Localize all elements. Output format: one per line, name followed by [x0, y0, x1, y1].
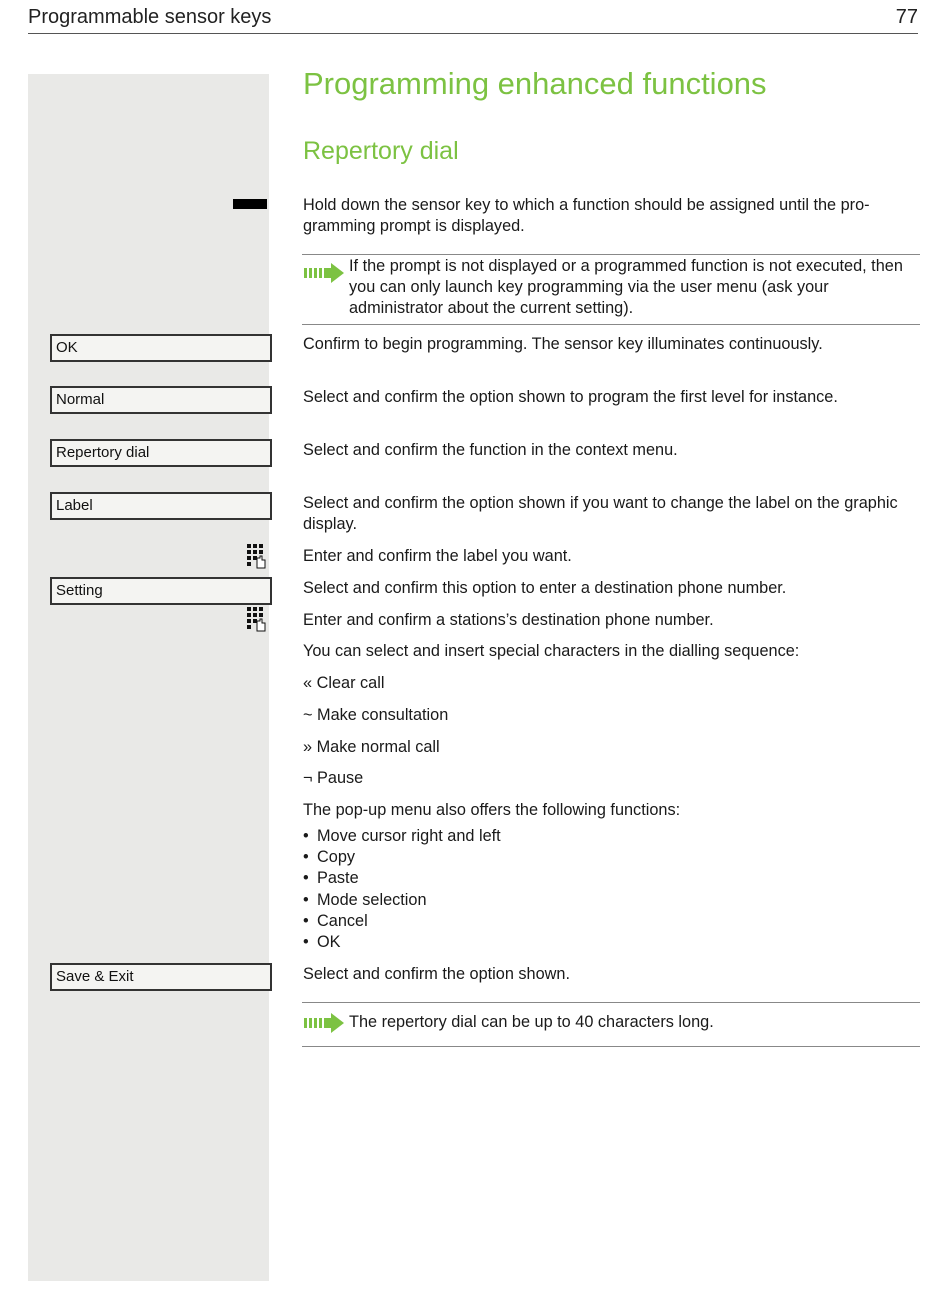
step-enter-label-text: Enter and confirm the label you want. — [303, 547, 572, 565]
step-save-text: Select and confirm the option shown. — [303, 965, 570, 983]
sidebar-column — [28, 74, 269, 1281]
keypad-icon — [245, 543, 267, 569]
label-key[interactable]: Label — [50, 492, 272, 520]
special-clear-call: « Clear call — [303, 674, 385, 692]
sensor-key-icon — [233, 199, 267, 209]
header-divider — [28, 33, 918, 34]
note-bottom-divider — [302, 324, 920, 325]
list-item: • Cancel — [303, 911, 368, 930]
note-2-text: The repertory dial can be up to 40 characters long. — [349, 1013, 714, 1031]
normal-key[interactable]: Normal — [50, 386, 272, 414]
note-top-divider — [302, 254, 920, 255]
list-item: • Mode selection — [303, 890, 427, 909]
popup-function-list — [303, 826, 501, 953]
step-normal-text: Select and confirm the option shown to program the first level for instance. — [303, 388, 838, 406]
list-item: • OK — [303, 933, 341, 952]
arrow-note-icon — [303, 1012, 345, 1034]
popup-intro: The pop-up menu also offers the following functions: — [303, 801, 681, 819]
page-title: Programming enhanced functions — [303, 66, 767, 101]
setting-key[interactable]: Setting — [50, 577, 272, 605]
list-item: • Move cursor right and left — [303, 827, 501, 845]
step-repertory-text: Select and confirm the function in the context menu. — [303, 441, 678, 459]
step-enter-number-text: Enter and confirm a stations’s destination phone number. — [303, 611, 714, 629]
special-consultation: ~ Make consultation — [303, 706, 449, 724]
section-title: Repertory dial — [303, 137, 459, 165]
keypad-icon — [245, 606, 267, 632]
note-1-text: If the prompt is not displayed or a programmed function is not executed, then you can only launch key programming via the user menu (ask your administrator about the current setting). — [349, 257, 903, 317]
special-normal-call: » Make normal call — [303, 738, 440, 756]
special-pause: ¬ Pause — [303, 769, 364, 787]
step-setting-text: Select and confirm this option to enter a destination phone number. — [303, 579, 787, 597]
repertory-dial-key[interactable]: Repertory dial — [50, 439, 272, 467]
list-item: • Copy — [303, 848, 356, 867]
list-item: • Paste — [303, 869, 359, 888]
page-number: 77 — [895, 6, 918, 28]
special-chars-intro: You can select and insert special characters in the dialling sequence: — [303, 642, 800, 660]
header-title: Programmable sensor keys — [28, 6, 272, 28]
step-hold-text: Hold down the sensor key to which a function should be assigned until the pro-gramming prompt is displayed. — [303, 196, 870, 235]
save-exit-key[interactable]: Save & Exit — [50, 963, 272, 991]
note-bottom-divider — [302, 1046, 920, 1047]
step-ok-text: Confirm to begin programming. The sensor key illuminates continuously. — [303, 335, 823, 353]
step-label-text: Select and confirm the option shown if you want to change the label on the graphic display. — [303, 494, 898, 533]
ok-key[interactable]: OK — [50, 334, 272, 362]
note-top-divider — [302, 1002, 920, 1003]
arrow-note-icon — [303, 262, 345, 284]
